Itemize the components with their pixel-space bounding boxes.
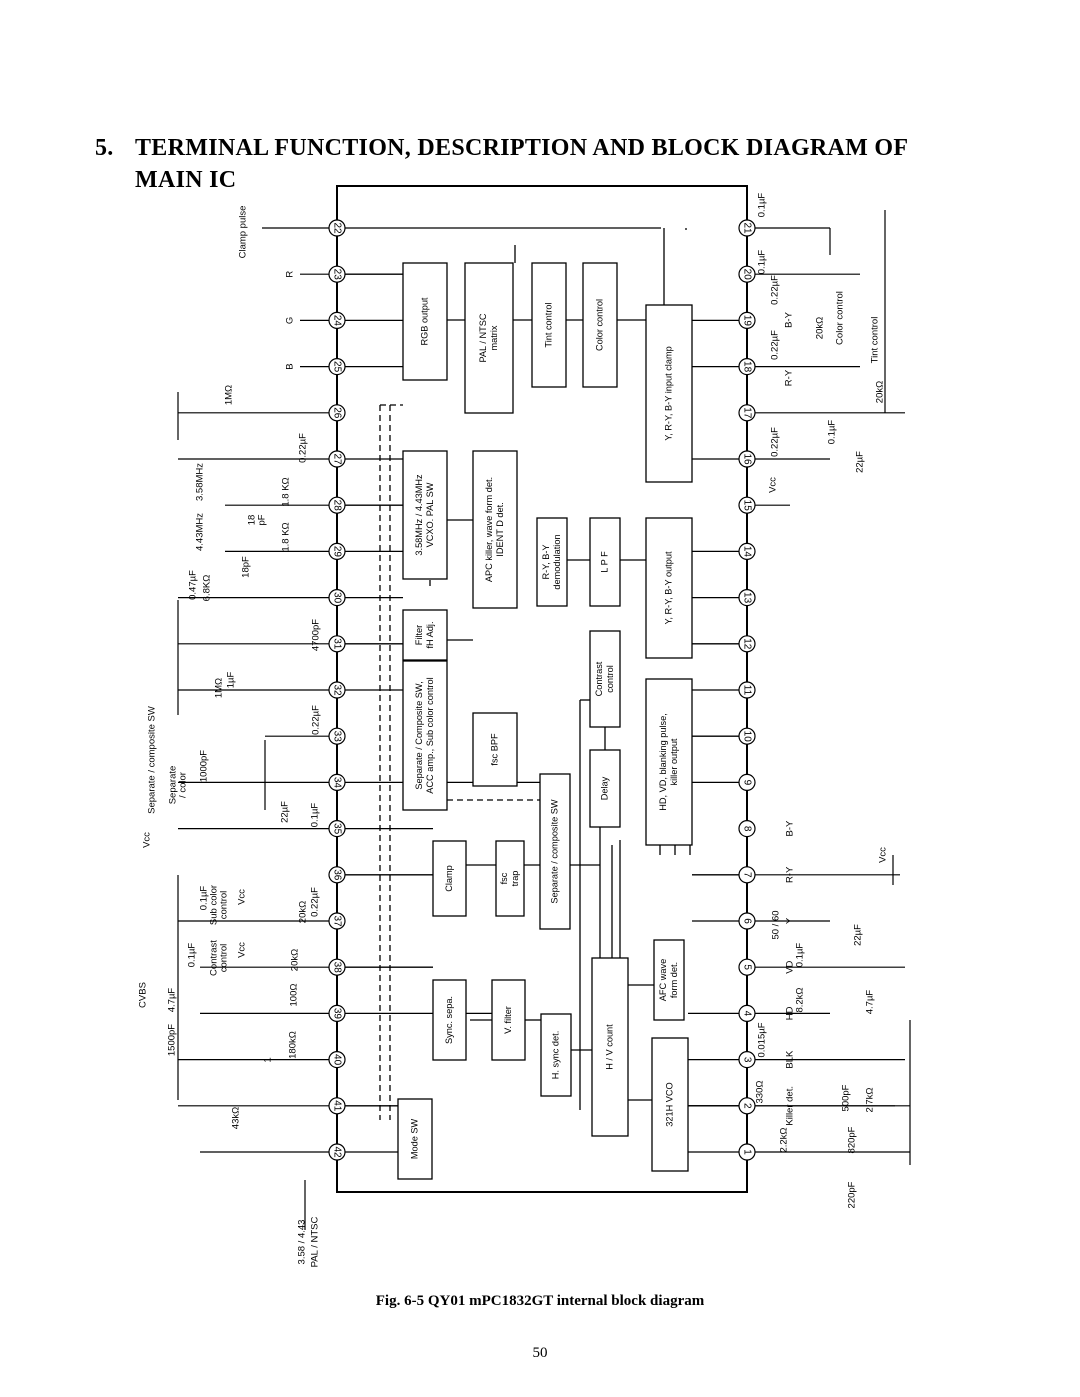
label-c_18pf_unit: pF [256,514,268,526]
label-c_01_17: 0.1µF [826,419,838,445]
pin-number-16: 16 [741,453,753,465]
section-number: 5. [95,135,114,161]
label-color_ctl: Color control [834,291,846,345]
block-pal-ntsc-matrix-label: matrix [488,325,499,351]
block-contrast-label: control [604,665,615,693]
block-acc-sw [403,661,447,810]
pin-number-26: 26 [331,407,343,419]
pin-number-9: 9 [741,779,753,786]
label-r_1m_31: 1MΩ [213,677,225,699]
label-sep_color: Separate [167,765,179,805]
label-r_22k: 2.2kΩ [778,1127,790,1153]
label-c_1u: 1µF [225,671,237,689]
label-r_18k_b: 1.8 KΩ [280,522,292,552]
pin-number-28: 28 [331,499,343,511]
label-c_022_16: 0.22µF [769,427,781,457]
block-contrast-label: Contrast [593,661,604,697]
label-r_43k: 43kΩ [230,1106,242,1130]
pin-number-4: 4 [741,1010,753,1017]
label-c_01_a: 0.1µF [198,885,210,911]
label-r_20k_38: 20kΩ [289,948,301,972]
label-sep_sw: Separate / composite SW [146,706,158,814]
pin-number-29: 29 [331,545,343,557]
label-vd: VD [784,960,796,974]
block-mode-sw [398,1099,432,1179]
label-mode_pal: PAL / NTSC [309,1216,321,1268]
block-sync-sepa [433,980,466,1060]
block-h-sync-det-label: H. sync det. [550,1030,561,1080]
block-sync-sepa-label: Sync. sepa. [443,995,454,1045]
label-vcc_37: Vcc [236,889,248,905]
label-r_100: 100Ω [288,983,300,1007]
block-demodulation [537,518,567,606]
label-c_820p: 820pF [846,1126,858,1154]
block-rgb-output [403,263,447,380]
label-g: G [284,316,296,325]
pin-number-41: 41 [331,1100,343,1112]
label-c_022_20: 0.22µF [769,275,781,305]
label-r_18k_a: 1.8 KΩ [280,477,292,507]
block-apc-killer [473,451,517,608]
label-c_047: 0.47µF [187,570,199,600]
label-clamp-pulse: Clamp pulse [237,205,249,259]
label-c_18pf_b: 18pF [240,556,252,578]
label-b: B [284,363,296,370]
pin-number-39: 39 [331,1007,343,1019]
label-mode_358: 3.58 / 4.43 [296,1219,308,1265]
label-hd: HD [784,1006,796,1021]
label-c_220p: 220pF [846,1181,858,1209]
pin-number-14: 14 [741,545,753,557]
block-v-filter-label: V. filter [502,1006,513,1034]
block-tint-control-label: Tint control [543,302,554,348]
label-c_022_36: 0.22µF [309,887,321,917]
label-out-ry: R-Y [784,866,796,883]
label-xtal_443: 4.43MHz [194,512,206,552]
block-mode-sw-label: Mode SW [409,1118,420,1160]
label-c_01_21: 0.1µF [756,192,768,218]
label-c_22u_17: 22µF [854,451,866,473]
label-r_82k: 8.2kΩ [794,987,806,1013]
label-r_20k_tint: 20kΩ [874,380,886,404]
block-clamp-label: Clamp [443,865,454,892]
pin-number-3: 3 [741,1056,753,1063]
pin-number-23: 23 [331,268,343,280]
label-c_01_b: 0.1µF [186,942,198,968]
block-output-label: Y, R-Y, B-Y output [663,551,674,625]
block-fsc-bpf-label: fsc BPF [489,733,500,766]
pin-number-2: 2 [741,1103,753,1109]
pin-number-38: 38 [331,961,343,973]
pin-number-10: 10 [741,730,753,742]
block-color-control-label: Color control [594,298,605,352]
label-c_022_19: 0.22µF [769,330,781,360]
pin-number-19: 19 [741,314,753,326]
label-c_01_35: 0.1µF [309,802,321,828]
block-input-clamp [646,305,692,482]
label-subcolor_ctl2: control [218,890,230,920]
block-vcxo-label: VCXO. PAL SW [424,482,435,548]
pin-number-22: 22 [331,222,343,234]
block-filter-adj-label: fH Adj. [424,621,435,649]
label-killer-det: Killer det. [784,1085,796,1126]
label-blk: BLK [784,1050,796,1069]
label-r_27k: 2.7kΩ [864,1087,876,1113]
block-demodulation-label: R-Y, B-Y [540,544,551,580]
pin-number-36: 36 [331,869,343,881]
block-hv-count-label: H / V count [604,1024,615,1070]
pin-number-15: 15 [741,499,753,511]
pin-number-8: 8 [741,825,753,832]
label-vcc_left: Vcc [141,832,153,848]
pin-number-17: 17 [741,407,753,419]
block-hd-vd [646,679,692,845]
label-c_1: 1 [262,1057,274,1063]
pin-number-24: 24 [331,314,343,326]
pin-number-32: 32 [331,684,343,696]
block-output [646,518,692,658]
pin-number-11: 11 [741,684,753,696]
block-afc-label: AFC wave [657,958,668,1002]
label-c_1000p: 1000pF [198,749,210,783]
block-vco [652,1038,688,1171]
pin-number-5: 5 [741,964,753,970]
label-r_20k_37: 20kΩ [297,900,309,924]
block-apc-killer-label: IDENT D det. [494,502,505,557]
label-c_22u: 22µF [279,801,291,823]
block-contrast [590,631,620,727]
label-c_18pf_a: 18 [246,514,258,526]
pin-number-31: 31 [331,638,343,650]
pin-number-6: 6 [741,918,753,924]
label-r_20k_color: 20kΩ [814,316,826,340]
pin-number-18: 18 [741,361,753,373]
block-pal-ntsc-matrix-label: PAL / NTSC [477,313,488,363]
block-fsc-trap-label: trap [509,870,520,887]
block-h-sync-det [541,1014,571,1096]
block-input-clamp-label: Y, R-Y, B-Y input clamp [663,346,674,441]
label-c_01_20: 0.1µF [756,249,768,275]
label-contrast_ctl2: control [218,943,230,973]
block-sep-comp-sw [540,774,570,929]
label-subcolor_ctl: Sub color [208,884,220,926]
label-sep_color2: / color [177,772,189,798]
label-out-by: B-Y [784,820,796,837]
label-c_22u_6: 22µF [852,924,864,946]
label-contrast_ctl: Contrast [208,940,220,976]
label-ry_18: R-Y [783,369,795,387]
block-delay [590,750,620,827]
figure-caption: Fig. 6-5 QY01 mPC1832GT internal block diagram [375,1293,705,1309]
label-r_1m_top: 1MΩ [223,384,235,406]
block-fsc-bpf [473,713,517,786]
page-number: 50 [532,1345,548,1361]
block-hv-count [592,958,628,1136]
block-hd-vd-label: killer output [668,738,679,786]
block-hd-vd-label: HD, VD, blanking pulse, [657,713,668,811]
pin-number-35: 35 [331,823,343,835]
pin-number-37: 37 [331,915,343,927]
block-fsc-trap-label: fsc [498,872,509,885]
label-c_022_26: 0.22µF [297,433,309,463]
pin-number-40: 40 [331,1054,343,1066]
block-delay-label: Delay [599,776,610,801]
label-f_5060: 50 / 60 [770,910,782,940]
block-afc-label: form det. [668,961,679,999]
label-r_68k: 6.8KΩ [201,574,213,602]
block-filter-adj [403,610,447,660]
label-r_330: 330Ω [754,1080,766,1104]
label-c_4700: 4700pF [310,618,322,652]
label-cvbs: CVBS [137,982,149,1008]
block-lpf [590,518,620,606]
label-out-y: Y [784,917,796,925]
label-c_500p: 500pF [840,1084,852,1112]
block-apc-killer-label: APC killer, wave form det. [483,476,494,583]
block-lpf-label: L P F [599,551,610,573]
block-vco-label: 321H VCO [664,1082,675,1127]
label-vcc_8: Vcc [877,847,889,863]
pin-number-30: 30 [331,592,343,604]
pin-number-7: 7 [741,872,753,878]
block-rgb-output-label: RGB output [419,297,430,346]
label-c_01_5: 0.1µF [794,942,806,968]
block-vcxo [403,451,447,579]
label-c_1500p: 1500pF [166,1023,178,1057]
pin-number-12: 12 [741,638,753,650]
label-c_47u: 4.7µF [166,987,178,1013]
block-sep-comp-sw-label: Separate / composite SW [549,799,560,904]
label-xtal_358: 3.58MHz [194,462,206,502]
block-pal-ntsc-matrix [465,263,513,413]
block-tint-control [532,263,566,387]
pin-number-1: 1 [741,1149,753,1155]
pin-number-42: 42 [331,1146,343,1158]
label-vcc_38: Vcc [236,942,248,958]
block-fsc-trap [496,841,524,916]
label-by_19: B-Y [783,312,795,328]
block-clamp [433,841,466,916]
label-r_180k: 180kΩ [287,1031,299,1059]
label-r: R [284,270,296,278]
block-vcxo-label: 3.58MHz / 4.43MHz [413,474,424,556]
heading-line-2: MAIN IC [135,167,237,193]
pin-number-27: 27 [331,453,343,465]
pin-number-25: 25 [331,361,343,373]
block-filter-adj-label: Filter [413,624,424,646]
pin-number-20: 20 [741,268,753,280]
pin-number-21: 21 [741,222,753,234]
block-acc-sw-label: ACC amp., Sub color control [424,677,435,794]
label-vcc_16: Vcc [767,477,779,493]
block-demodulation-label: demodulation [551,534,562,590]
pin-number-33: 33 [331,730,343,742]
pin-number-13: 13 [741,592,753,604]
pin-number-34: 34 [331,776,343,788]
block-color-control [583,263,617,387]
label-c_022_32: 0.22µF [310,705,322,735]
block-v-filter [492,980,525,1060]
block-afc [654,940,684,1020]
label-c_015: 0.015µF [756,1022,768,1058]
heading-line-1: TERMINAL FUNCTION, DESCRIPTION AND BLOCK DIAGRAM OF [135,135,909,161]
label-tint_ctl: Tint control [869,316,881,364]
block-acc-sw-label: Separate / Composite SW, [413,681,424,790]
label-c_47u_4: 4.7µF [864,989,876,1015]
